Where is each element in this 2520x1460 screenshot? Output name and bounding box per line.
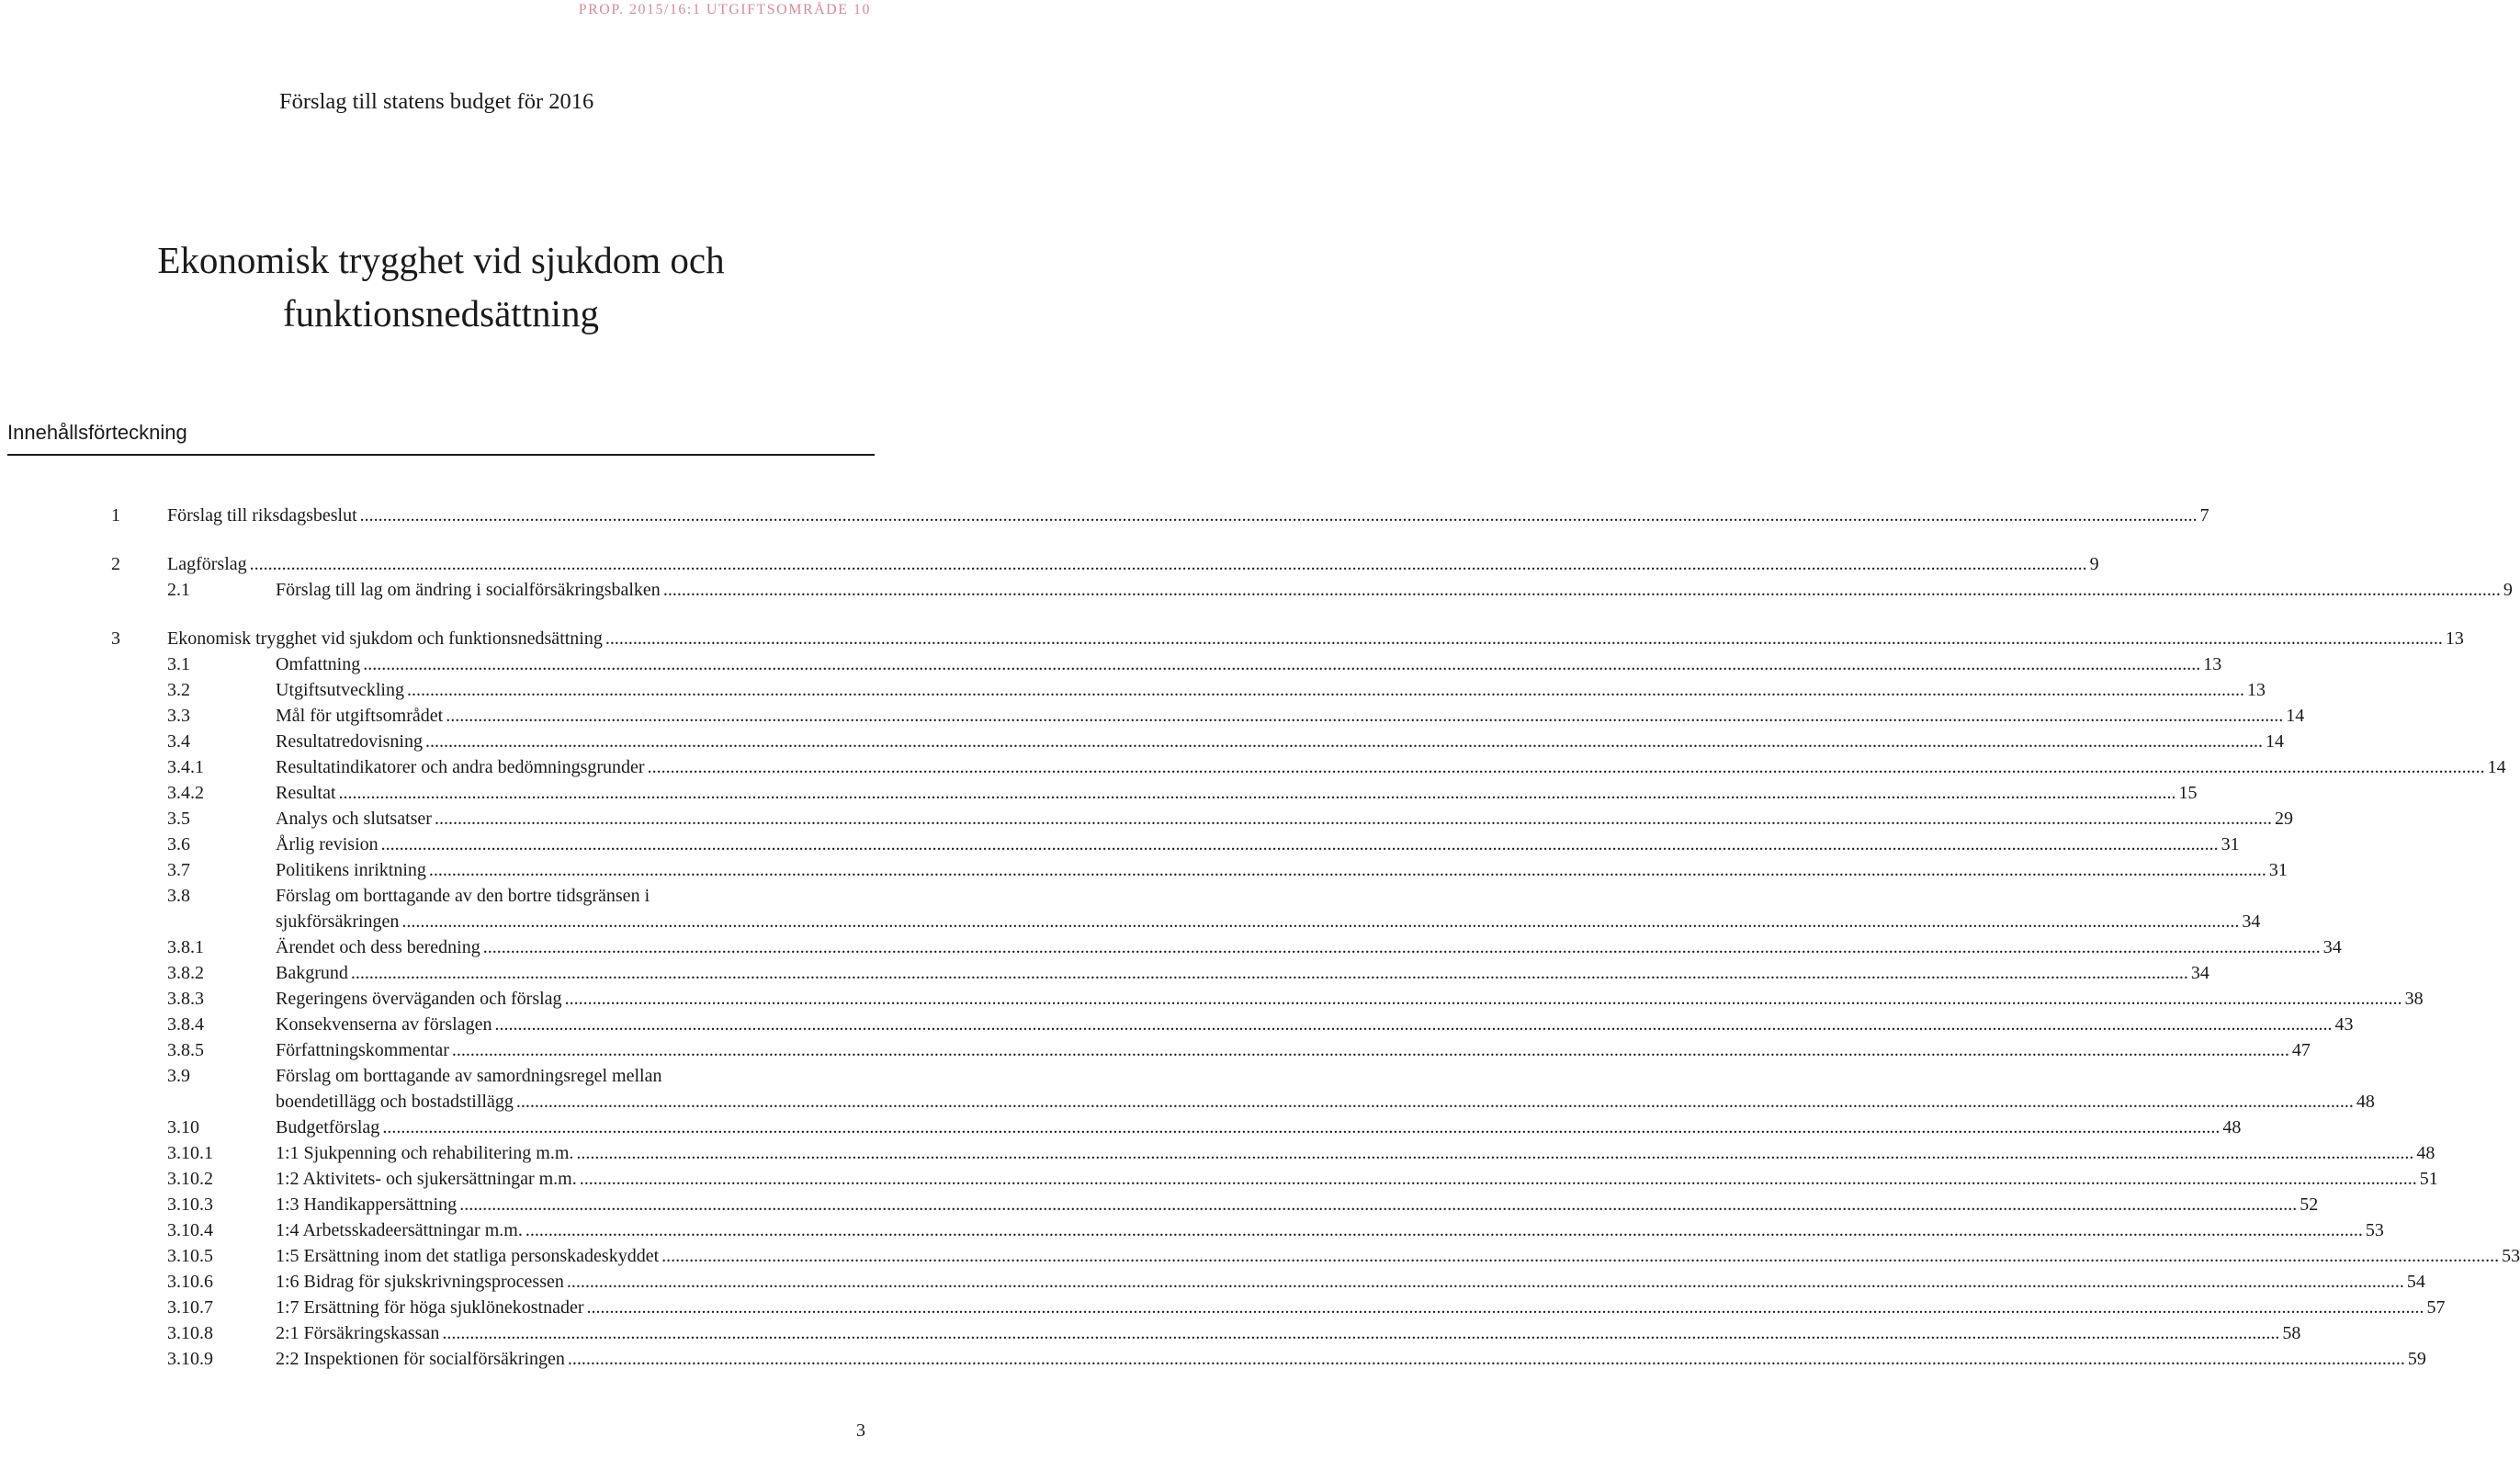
toc-entry-page: 13 [2246, 680, 2266, 700]
toc-entry[interactable] [0, 654, 2222, 680]
toc-leader-dots: ................................................................................................................................................................................................................................................................................................................................................................................................................ [525, 1220, 2363, 1240]
toc-entry-page: 57 [2426, 1297, 2446, 1318]
toc-leader-dots: ................................................................................................................................................................................................................................................................................................................................................................................................................ [380, 834, 2219, 854]
toc-leader-dots: ................................................................................................................................................................................................................................................................................................................................................................................................................ [586, 1297, 2424, 1318]
toc-leader-dots: ................................................................................................................................................................................................................................................................................................................................................................................................................ [564, 989, 2402, 1009]
toc-entry-number: 3 [111, 628, 120, 649]
toc-entry-page: 34 [2190, 963, 2209, 983]
toc-entry-number: 3.8.3 [167, 989, 204, 1009]
toc-entry-title: Förslag om borttagande av samordningsregel mellan [276, 1066, 662, 1086]
toc-entry-number: 2 [111, 554, 120, 574]
toc-entry-page: 13 [2445, 628, 2464, 649]
toc-entry-page: 9 [2503, 580, 2513, 600]
toc-entry-title: Lagförslag [167, 554, 247, 574]
toc-entry[interactable] [0, 628, 2464, 654]
toc-entry[interactable] [0, 783, 2198, 809]
toc-entry[interactable] [0, 937, 2342, 963]
toc-entry-title-continued: sjukförsäkringen [276, 911, 400, 932]
toc-entry-number: 3.10.4 [167, 1220, 213, 1240]
toc-leader-dots: ................................................................................................................................................................................................................................................................................................................................................................................................................ [661, 1246, 2500, 1266]
toc-entry-number: 2.1 [167, 580, 190, 600]
toc-entry-page: 52 [2300, 1194, 2319, 1215]
toc-entry-page: 29 [2274, 809, 2293, 829]
toc-entry-number: 3.4.2 [167, 783, 204, 803]
toc-entry[interactable] [0, 1297, 2446, 1323]
toc-leader-dots: ................................................................................................................................................................................................................................................................................................................................................................................................................ [359, 505, 2198, 526]
toc-entry-title: 1:3 Handikappersättning [276, 1194, 458, 1215]
toc-leader-dots: ................................................................................................................................................................................................................................................................................................................................................................................................................ [428, 860, 2266, 880]
toc-entry-page: 13 [2203, 654, 2222, 674]
toc-heading: Innehållsförteckning [7, 421, 187, 444]
toc-entry-page: 54 [2406, 1272, 2425, 1292]
toc-entry-page: 7 [2199, 505, 2209, 526]
toc-entry[interactable] [0, 1066, 2375, 1112]
toc-entry-title: Konsekvenserna av förslagen [276, 1014, 492, 1035]
toc-leader-dots: ................................................................................................................................................................................................................................................................................................................................................................................................................ [350, 963, 2188, 983]
toc-entry[interactable] [0, 1014, 2354, 1040]
toc-entry-page: 14 [2286, 706, 2305, 726]
toc-entry[interactable] [0, 1323, 2301, 1349]
toc-entry-number: 3.10.6 [167, 1272, 213, 1292]
toc-leader-dots: ................................................................................................................................................................................................................................................................................................................................................................................................................ [482, 937, 2321, 957]
toc-entry[interactable] [0, 731, 2284, 757]
toc-leader-dots: ................................................................................................................................................................................................................................................................................................................................................................................................................ [579, 1169, 2417, 1189]
toc-entry-number: 3.8.1 [167, 937, 204, 957]
toc-entry-number: 3.9 [167, 1066, 190, 1086]
toc-entry[interactable] [0, 1117, 2242, 1143]
toc-entry-title: Årlig revision [276, 834, 379, 854]
toc-entry[interactable] [0, 1194, 2319, 1220]
toc-leader-dots: ................................................................................................................................................................................................................................................................................................................................................................................................................ [567, 1349, 2405, 1369]
toc-entry-page: 53 [2502, 1246, 2520, 1266]
toc-entry-number: 3.4 [167, 731, 190, 752]
toc-entry-page: 43 [2334, 1014, 2354, 1035]
toc-entry-number: 3.7 [167, 860, 190, 880]
toc-leader-dots: ................................................................................................................................................................................................................................................................................................................................................................................................................ [494, 1014, 2333, 1035]
toc-entry[interactable] [0, 1169, 2438, 1194]
page-title [0, 233, 882, 340]
toc-entry-page: 48 [2222, 1117, 2242, 1137]
toc-leader-dots: ................................................................................................................................................................................................................................................................................................................................................................................................................ [446, 706, 2284, 726]
toc-entry-title: Utgiftsutveckling [276, 680, 404, 700]
toc-entry-page: 47 [2291, 1040, 2311, 1060]
toc-leader-dots: ................................................................................................................................................................................................................................................................................................................................................................................................................ [459, 1194, 2298, 1215]
toc-entry-page: 58 [2282, 1323, 2301, 1343]
toc-entry-number: 3.8.2 [167, 963, 204, 983]
toc-entry[interactable] [0, 834, 2240, 860]
toc-leader-dots: ................................................................................................................................................................................................................................................................................................................................................................................................................ [515, 1092, 2354, 1112]
toc-entry[interactable] [0, 505, 2209, 531]
toc-entry-title: Omfattning [276, 654, 361, 674]
toc-entry-title: 1:5 Ersättning inom det statliga personskadeskyddet [276, 1246, 660, 1266]
toc-entry-page: 51 [2419, 1169, 2438, 1189]
toc-leader-dots: ................................................................................................................................................................................................................................................................................................................................................................................................................ [382, 1117, 2221, 1137]
toc-entry-number: 3.10.3 [167, 1194, 213, 1215]
toc-entry-title: Förslag till riksdagsbeslut [167, 505, 357, 526]
toc-leader-dots: ................................................................................................................................................................................................................................................................................................................................................................................................................ [401, 911, 2240, 932]
toc-entry-number: 3.10.2 [167, 1169, 213, 1189]
toc-entry-page: 9 [2089, 554, 2099, 574]
toc-entry[interactable] [0, 1143, 2435, 1169]
toc-leader-dots: ................................................................................................................................................................................................................................................................................................................................................................................................................ [576, 1143, 2414, 1163]
toc-entry-number: 3.10.1 [167, 1143, 213, 1163]
toc-entry-title: Förslag till lag om ändring i socialförsäkringsbalken [276, 580, 661, 600]
toc-leader-dots: ................................................................................................................................................................................................................................................................................................................................................................................................................ [249, 554, 2087, 574]
toc-entry-number: 3.4.1 [167, 757, 204, 777]
toc-leader-dots: ................................................................................................................................................................................................................................................................................................................................................................................................................ [338, 783, 2176, 803]
toc-entry-number: 3.5 [167, 809, 190, 829]
toc-leader-dots: ................................................................................................................................................................................................................................................................................................................................................................................................................ [406, 680, 2244, 700]
toc-leader-dots: ................................................................................................................................................................................................................................................................................................................................................................................................................ [605, 628, 2443, 649]
toc-entry[interactable] [0, 963, 2209, 989]
toc-entry[interactable] [0, 1349, 2426, 1375]
toc-entry-title: 2:2 Inspektionen för socialförsäkringen [276, 1349, 565, 1369]
toc-entry[interactable] [0, 706, 2305, 731]
toc-entry-title: Politikens inriktning [276, 860, 426, 880]
toc-entry[interactable] [0, 809, 2293, 834]
toc-entry-title: Författningskommentar [276, 1040, 449, 1060]
document-supertitle: Förslag till statens budget för 2016 [279, 89, 594, 114]
toc-entry[interactable] [0, 1040, 2311, 1066]
toc-entry-title: Ekonomisk trygghet vid sjukdom och funktionsnedsättning [167, 628, 603, 649]
toc-entry-number: 3.10 [167, 1117, 199, 1137]
toc-entry-number: 3.10.5 [167, 1246, 213, 1266]
toc-entry-title: Regeringens överväganden och förslag [276, 989, 562, 1009]
toc-leader-dots: ................................................................................................................................................................................................................................................................................................................................................................................................................ [434, 809, 2272, 829]
toc-leader-dots: ................................................................................................................................................................................................................................................................................................................................................................................................................ [662, 580, 2501, 600]
toc-entry-page: 15 [2178, 783, 2198, 803]
toc-entry[interactable] [0, 1246, 2520, 1272]
toc-entry[interactable] [0, 1220, 2384, 1246]
toc-entry[interactable] [0, 757, 2506, 783]
toc-entry[interactable] [0, 554, 2099, 580]
toc-leader-dots: ................................................................................................................................................................................................................................................................................................................................................................................................................ [363, 654, 2201, 674]
toc-entry-page: 53 [2365, 1220, 2384, 1240]
toc-entry-number: 3.8 [167, 886, 190, 906]
toc-entry-title: 1:7 Ersättning för höga sjuklönekostnader [276, 1297, 584, 1318]
toc-entry-title-continued: boendetillägg och bostadstillägg [276, 1092, 514, 1112]
toc-leader-dots: ................................................................................................................................................................................................................................................................................................................................................................................................................ [424, 731, 2263, 752]
running-head: PROP. 2015/16:1 UTGIFTSOMRÅDE 10 [578, 2, 871, 17]
toc-entry-title: 1:2 Aktivitets- och sjukersättningar m.m. [276, 1169, 577, 1189]
toc-entry-number: 3.8.4 [167, 1014, 204, 1035]
toc-entry-title: Bakgrund [276, 963, 348, 983]
toc-entry-page: 48 [2356, 1092, 2375, 1112]
toc-entry-number: 3.6 [167, 834, 190, 854]
toc-entry[interactable] [0, 989, 2424, 1014]
toc-entry-page: 31 [2268, 860, 2288, 880]
page-title-line-2: funktionsnedsättning [283, 292, 599, 334]
toc-entry-number: 1 [111, 505, 120, 526]
toc-entry-page: 38 [2404, 989, 2424, 1009]
toc-entry-number: 3.10.9 [167, 1349, 213, 1369]
toc-entry-page: 31 [2221, 834, 2240, 854]
toc-entry[interactable] [0, 680, 2266, 706]
toc-leader-dots: ................................................................................................................................................................................................................................................................................................................................................................................................................ [566, 1272, 2404, 1292]
toc-entry-number: 3.2 [167, 680, 190, 700]
page-title-line-1: Ekonomisk trygghet vid sjukdom och [157, 239, 725, 281]
toc-entry-title: Mål för utgiftsområdet [276, 706, 444, 726]
page-number: 3 [856, 1420, 865, 1441]
toc-entry-page: 14 [2265, 731, 2284, 752]
toc-entry-page: 34 [2322, 937, 2342, 957]
toc-entry-number: 3.10.8 [167, 1323, 213, 1343]
toc-entry-title: 1:6 Bidrag för sjukskrivningsprocessen [276, 1272, 564, 1292]
toc-entry-page: 59 [2407, 1349, 2426, 1369]
toc-entry-number: 3.10.7 [167, 1297, 213, 1318]
toc-entry[interactable] [0, 580, 2513, 606]
toc-entry-title: Resultatredovisning [276, 731, 423, 752]
toc-leader-dots: ................................................................................................................................................................................................................................................................................................................................................................................................................ [442, 1323, 2280, 1343]
toc-entry-title: 2:1 Försäkringskassan [276, 1323, 440, 1343]
toc-entry-title: 1:4 Arbetsskadeersättningar m.m. [276, 1220, 523, 1240]
toc-entry-title: Resultatindikatorer och andra bedömningsgrunder [276, 757, 645, 777]
toc-entry-page: 48 [2416, 1143, 2435, 1163]
toc-entry-number: 3.1 [167, 654, 190, 674]
toc-entry-title: 1:1 Sjukpenning och rehabilitering m.m. [276, 1143, 574, 1163]
toc-entry-title: Analys och slutsatser [276, 809, 432, 829]
toc-entry[interactable] [0, 886, 2261, 932]
toc-entry-title: Ärendet och dess beredning [276, 937, 480, 957]
toc-heading-rule [7, 454, 875, 456]
toc-entry-title: Resultat [276, 783, 336, 803]
toc-entry[interactable] [0, 860, 2288, 886]
toc-entry-title: Budgetförslag [276, 1117, 380, 1137]
toc-entry-number: 3.8.5 [167, 1040, 204, 1060]
toc-entry[interactable] [0, 1272, 2425, 1297]
toc-leader-dots: ................................................................................................................................................................................................................................................................................................................................................................................................................ [647, 757, 2485, 777]
toc-entry-page: 14 [2487, 757, 2506, 777]
toc-entry-title: Förslag om borttagande av den bortre tidsgränsen i [276, 886, 650, 906]
toc-leader-dots: ................................................................................................................................................................................................................................................................................................................................................................................................................ [451, 1040, 2289, 1060]
toc-entry-page: 34 [2242, 911, 2261, 932]
toc-entry-number: 3.3 [167, 706, 190, 726]
